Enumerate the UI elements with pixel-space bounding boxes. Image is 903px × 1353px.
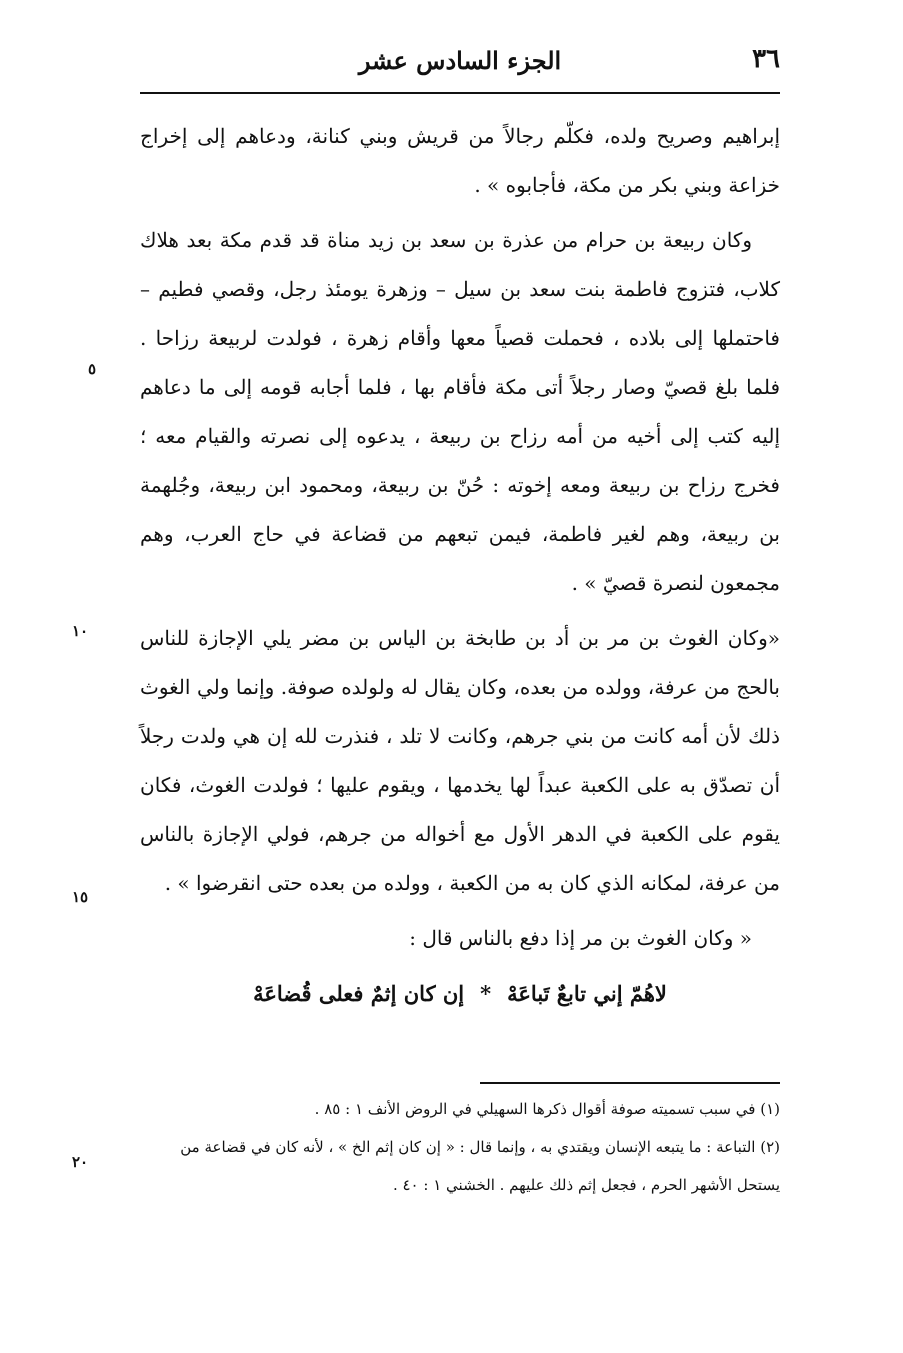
verse-first-hemistich: لاهُمّ إني تابعٌ تَباعَهْ bbox=[507, 981, 667, 1006]
header-divider bbox=[140, 92, 780, 94]
paragraph: « وكان الغوث بن مر إذا دفع بالناس قال : bbox=[409, 926, 752, 950]
paragraph: «وكان الغوث بن مر بن أد بن طابخة بن الياس بن مضر يلي الإجازة للناس بالحج من عرفة، وولده من بعده، وكان يقال له ولولده صوفة. وإنما ولي الغوث ذلك لأن أمه كانت من بني جرهم، وكانت لا تلد ، فنذرت لله إن هي ولدت رجلاً أن تصدّق به على الكعبة عبداً لها يخدمها ، ويقوم عليها ؛ فولدت الغوث، فكان يقوم على الكعبة في الدهر الأول مع أخواله من جرهم، فولي الإجازة بالناس من عرفة، لمكانه الذي كان به من الكعبة ، وولده من بعده حتى انقرضوا » . bbox=[140, 626, 780, 895]
footnotes bbox=[140, 1090, 780, 1204]
verse-separator: * bbox=[480, 981, 492, 1006]
poem-verse bbox=[140, 969, 780, 1018]
margin-line-number: ١٠ bbox=[72, 622, 89, 640]
margin-line-number: ٥ bbox=[88, 360, 97, 378]
footnote: (٢) التباعة : ما يتبعه الإنسان ويقتدي به ، وإنما قال : « إن كان إثم الخ » ، لأنه كان في قضاعة من يستحل الأشهر الحرم ، فجعل إثم ذلك عليهم . الخشني ١ : ٤٠ . bbox=[180, 1138, 780, 1194]
page-number: ٣٦ bbox=[752, 44, 780, 74]
footnote-divider bbox=[480, 1082, 780, 1084]
paragraph: وكان ربيعة بن حرام من عذرة بن سعد بن زيد مناة قد قدم مكة بعد هلاك كلاب، فتزوج فاطمة بنت سعد بن سيل – وزهرة يومئذ رجل، وقصي فطيم – فاحتملها إلى بلاده ، فحملت قصياً معها وأقام زهرة ، فولدت لربيعة رزاحا . فلما بلغ قصيّ وصار رجلاً أتى مكة فأقام بها ، فلما أجابه قومه إلى ما دعاهم إليه كتب إلى أخيه من أمه رزاح بن ربيعة ، يدعوه إلى نصرته والقيام معه ؛ فخرج رزاح بن ربيعة ومعه إخوته : حُنّ بن ربيعة، ومحمود ابن ربيعة، وجُلهمة بن ربيعة، وهم لغير فاطمة، فيمن تبعهم من قضاعة في حاج العرب، وهم مجمعون لنصرة قصيّ » . bbox=[140, 228, 780, 595]
running-title: الجزء السادس عشر bbox=[358, 46, 562, 75]
paragraph: إبراهيم وصريح ولده، فكلّم رجالاً من قريش وبني كنانة، ودعاهم إلى إخراج خزاعة وبني بكر من مكة، فأجابوه » . bbox=[140, 124, 780, 197]
main-text bbox=[140, 112, 780, 1018]
page-header bbox=[140, 44, 780, 84]
footnote: (١) في سبب تسميته صوفة أقوال ذكرها السهيلي في الروض الأنف ١ : ٨٥ . bbox=[314, 1100, 780, 1118]
margin-line-number: ٢٠ bbox=[72, 1153, 89, 1171]
margin-line-number: ١٥ bbox=[72, 888, 89, 906]
verse-second-hemistich: إن كان إثمٌ فعلى قُضاعَهْ bbox=[253, 981, 465, 1006]
